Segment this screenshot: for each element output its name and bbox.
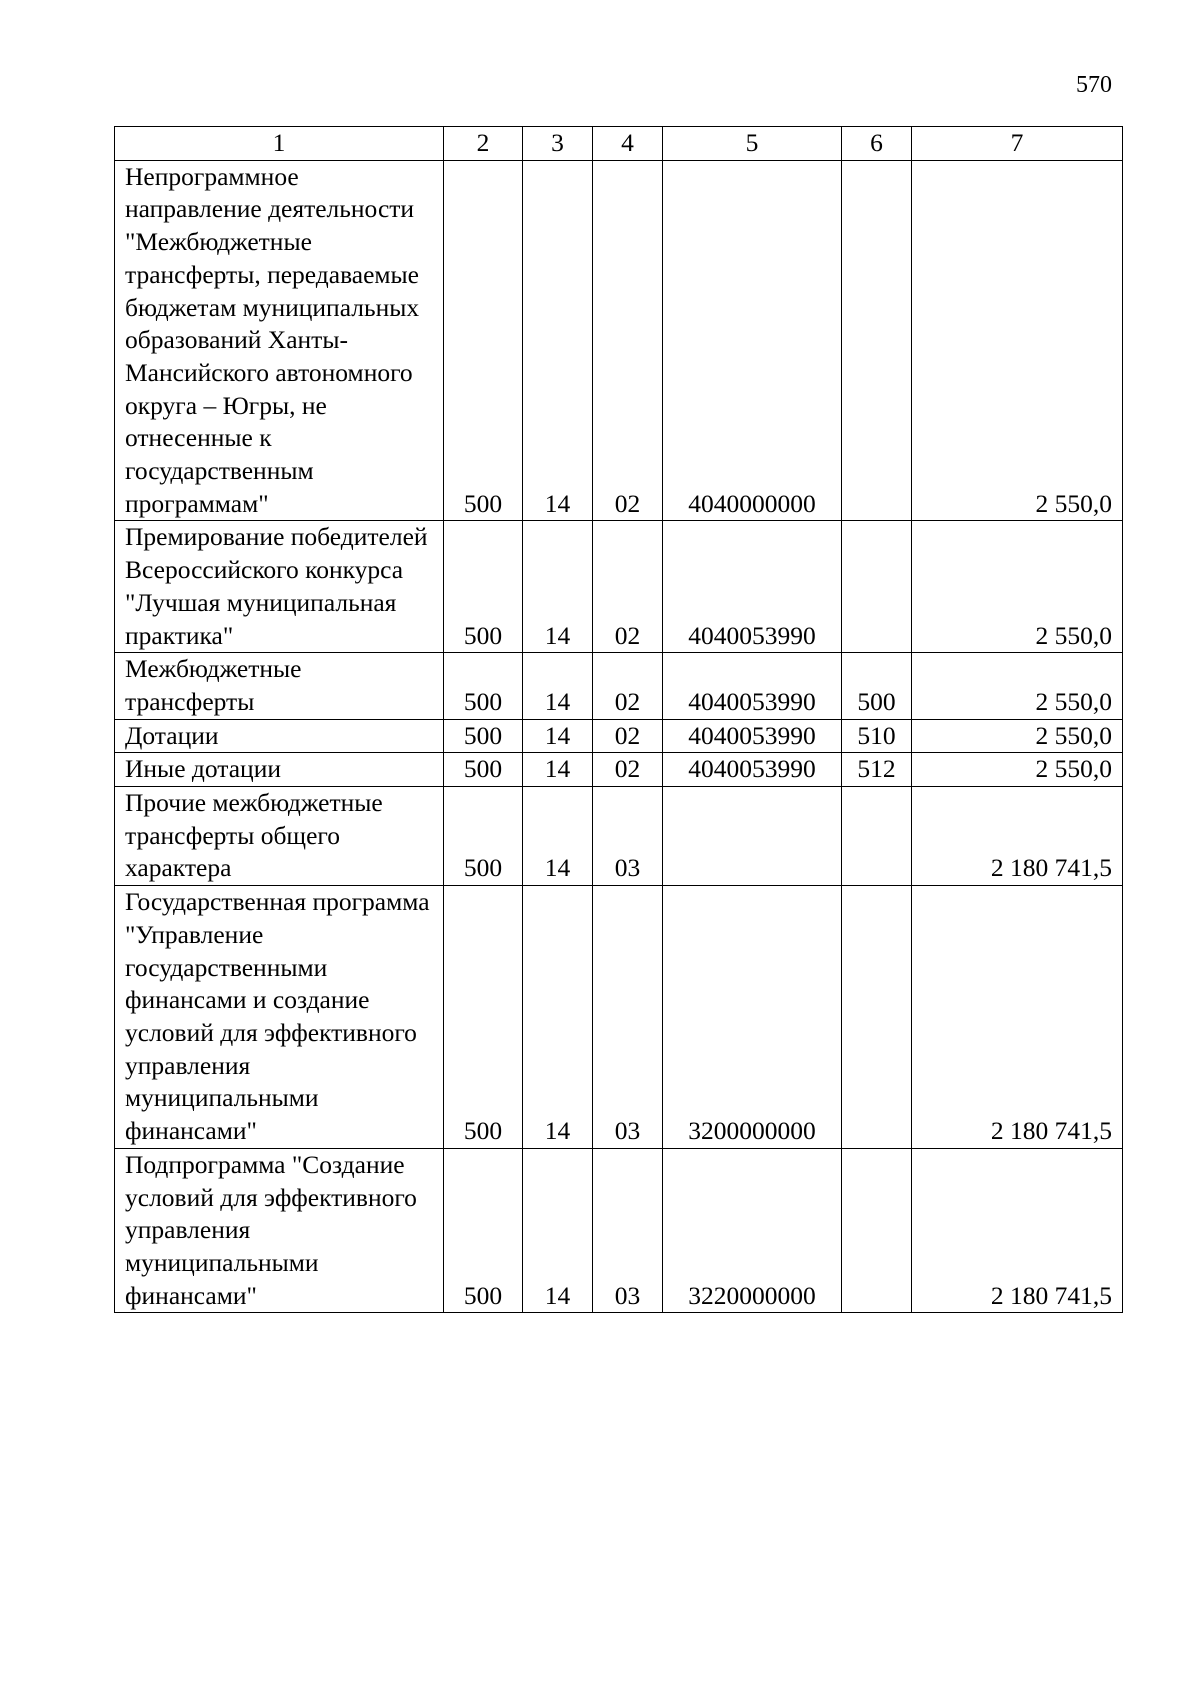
cell-col-6: 512 bbox=[842, 753, 912, 787]
cell-col-4: 02 bbox=[593, 719, 663, 753]
cell-col-6 bbox=[842, 521, 912, 653]
header-cell: 3 bbox=[523, 127, 593, 161]
cell-col-7: 2 180 741,5 bbox=[912, 787, 1123, 886]
cell-col-3: 14 bbox=[523, 160, 593, 521]
cell-col-2: 500 bbox=[444, 653, 523, 719]
cell-col-5: 3220000000 bbox=[663, 1148, 842, 1313]
cell-col-3: 14 bbox=[523, 1148, 593, 1313]
page-number: 570 bbox=[1076, 72, 1112, 98]
row-name-cell: Государственная программа "Управление государственными финансами и создание условий для эффективного управления муниципальными финансами" bbox=[115, 886, 444, 1149]
cell-col-4: 03 bbox=[593, 1148, 663, 1313]
cell-col-3: 14 bbox=[523, 886, 593, 1149]
cell-col-7: 2 180 741,5 bbox=[912, 1148, 1123, 1313]
cell-col-4: 03 bbox=[593, 886, 663, 1149]
header-cell: 2 bbox=[444, 127, 523, 161]
cell-col-2: 500 bbox=[444, 719, 523, 753]
cell-col-6 bbox=[842, 787, 912, 886]
cell-col-2: 500 bbox=[444, 521, 523, 653]
header-cell: 7 bbox=[912, 127, 1123, 161]
cell-col-5 bbox=[663, 787, 842, 886]
table-row bbox=[115, 160, 1123, 521]
row-name-cell: Подпрограмма "Создание условий для эффективного управления муниципальными финансами" bbox=[115, 1148, 444, 1313]
table-row bbox=[115, 787, 1123, 886]
cell-col-7: 2 180 741,5 bbox=[912, 886, 1123, 1149]
cell-col-5: 4040000000 bbox=[663, 160, 842, 521]
cell-col-4: 03 bbox=[593, 787, 663, 886]
cell-col-5: 4040053990 bbox=[663, 719, 842, 753]
cell-col-2: 500 bbox=[444, 753, 523, 787]
row-name-cell: Премирование победителей Всероссийского конкурса "Лучшая муниципальная практика" bbox=[115, 521, 444, 653]
row-name-cell: Межбюджетные трансферты bbox=[115, 653, 444, 719]
cell-col-5: 3200000000 bbox=[663, 886, 842, 1149]
cell-col-2: 500 bbox=[444, 886, 523, 1149]
cell-col-3: 14 bbox=[523, 653, 593, 719]
cell-col-2: 500 bbox=[444, 787, 523, 886]
cell-col-2: 500 bbox=[444, 1148, 523, 1313]
cell-col-4: 02 bbox=[593, 521, 663, 653]
header-cell: 6 bbox=[842, 127, 912, 161]
cell-col-7: 2 550,0 bbox=[912, 653, 1123, 719]
budget-table bbox=[114, 126, 1123, 1313]
row-name-cell: Непрограммное направление деятельности "Межбюджетные трансферты, передаваемые бюджетам муниципальных образований Ханты-Мансийского автономного округа – Югры, не отнесенные к государственным программам" bbox=[115, 160, 444, 521]
table-row bbox=[115, 521, 1123, 653]
cell-col-4: 02 bbox=[593, 160, 663, 521]
table-row bbox=[115, 1148, 1123, 1313]
table-row bbox=[115, 886, 1123, 1149]
row-name-cell: Прочие межбюджетные трансферты общего характера bbox=[115, 787, 444, 886]
table-row bbox=[115, 753, 1123, 787]
cell-col-7: 2 550,0 bbox=[912, 719, 1123, 753]
cell-col-7: 2 550,0 bbox=[912, 160, 1123, 521]
cell-col-6: 510 bbox=[842, 719, 912, 753]
cell-col-6: 500 bbox=[842, 653, 912, 719]
cell-col-5: 4040053990 bbox=[663, 521, 842, 653]
cell-col-3: 14 bbox=[523, 521, 593, 653]
cell-col-3: 14 bbox=[523, 787, 593, 886]
cell-col-3: 14 bbox=[523, 753, 593, 787]
header-cell: 4 bbox=[593, 127, 663, 161]
row-name-cell: Дотации bbox=[115, 719, 444, 753]
cell-col-7: 2 550,0 bbox=[912, 753, 1123, 787]
cell-col-3: 14 bbox=[523, 719, 593, 753]
cell-col-6 bbox=[842, 886, 912, 1149]
cell-col-4: 02 bbox=[593, 753, 663, 787]
cell-col-6 bbox=[842, 160, 912, 521]
cell-col-7: 2 550,0 bbox=[912, 521, 1123, 653]
cell-col-5: 4040053990 bbox=[663, 753, 842, 787]
header-cell: 1 bbox=[115, 127, 444, 161]
cell-col-5: 4040053990 bbox=[663, 653, 842, 719]
row-name-cell: Иные дотации bbox=[115, 753, 444, 787]
header-row bbox=[115, 127, 1123, 161]
table-row bbox=[115, 653, 1123, 719]
header-cell: 5 bbox=[663, 127, 842, 161]
cell-col-4: 02 bbox=[593, 653, 663, 719]
table-row bbox=[115, 719, 1123, 753]
cell-col-2: 500 bbox=[444, 160, 523, 521]
cell-col-6 bbox=[842, 1148, 912, 1313]
